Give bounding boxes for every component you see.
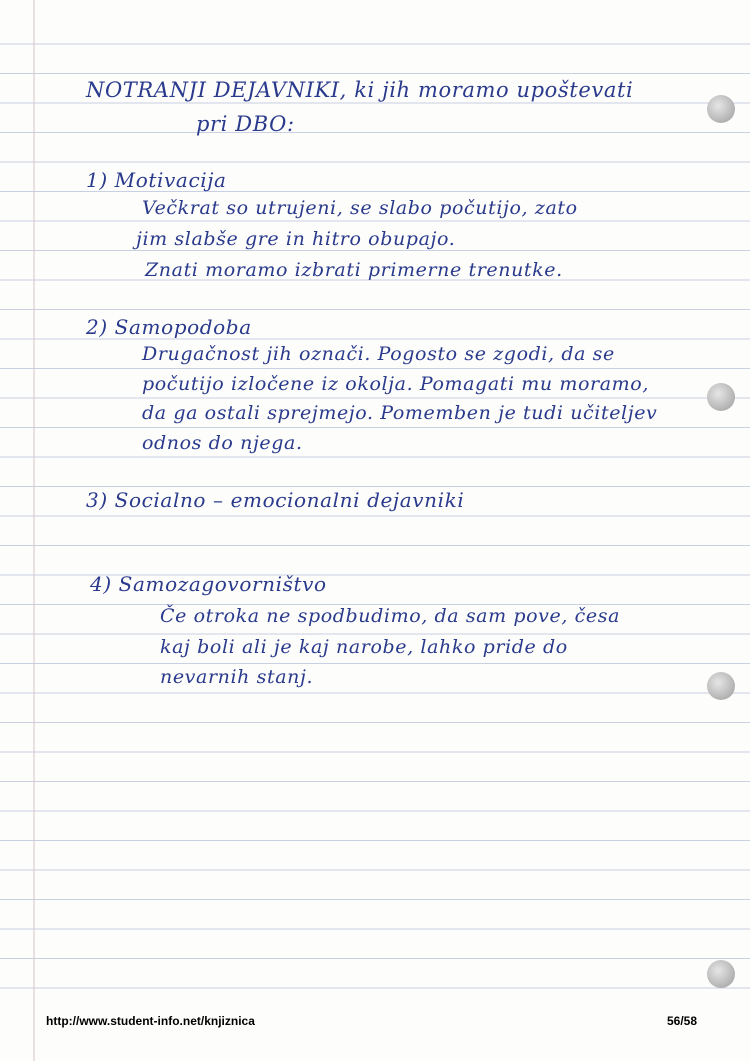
note-title-line1: NOTRANJI DEJAVNIKI, ki jih moramo upoštevati bbox=[86, 78, 634, 102]
section-line: Če otroka ne spodbudimo, da sam pove, česa bbox=[160, 605, 620, 627]
page-number: 56/58 bbox=[667, 1014, 698, 1028]
punch-hole bbox=[707, 672, 735, 700]
section-heading: 2) Samopodoba bbox=[86, 315, 252, 339]
section-line: da ga ostali sprejmejo. Pomemben je tudi učiteljev bbox=[142, 402, 658, 424]
section-line: Drugačnost jih označi. Pogosto se zgodi, da se bbox=[142, 343, 615, 365]
footer-url[interactable]: http://www.student-info.net/knjiznica bbox=[46, 1014, 255, 1028]
section-heading: 1) Motivacija bbox=[86, 168, 227, 192]
section-heading: 3) Socialno – emocionalni dejavniki bbox=[86, 488, 465, 512]
section-line: Znati moramo izbrati primerne trenutke. bbox=[145, 259, 563, 281]
section-line: jim slabše gre in hitro obupajo. bbox=[136, 228, 456, 250]
punch-hole bbox=[707, 383, 735, 411]
section-line: počutijo izločene iz okolja. Pomagati mu moramo, bbox=[142, 373, 649, 395]
section-line: nevarnih stanj. bbox=[160, 666, 314, 688]
section-line: kaj boli ali je kaj narobe, lahko pride do bbox=[160, 636, 568, 658]
note-title-line2: pri DBO: bbox=[196, 112, 295, 136]
section-heading: 4) Samozagovorništvo bbox=[90, 572, 327, 596]
punch-hole bbox=[707, 960, 735, 988]
section-line: Večkrat so utrujeni, se slabo počutijo, zato bbox=[142, 197, 578, 219]
punch-hole bbox=[707, 95, 735, 123]
section-line: odnos do njega. bbox=[142, 432, 303, 454]
